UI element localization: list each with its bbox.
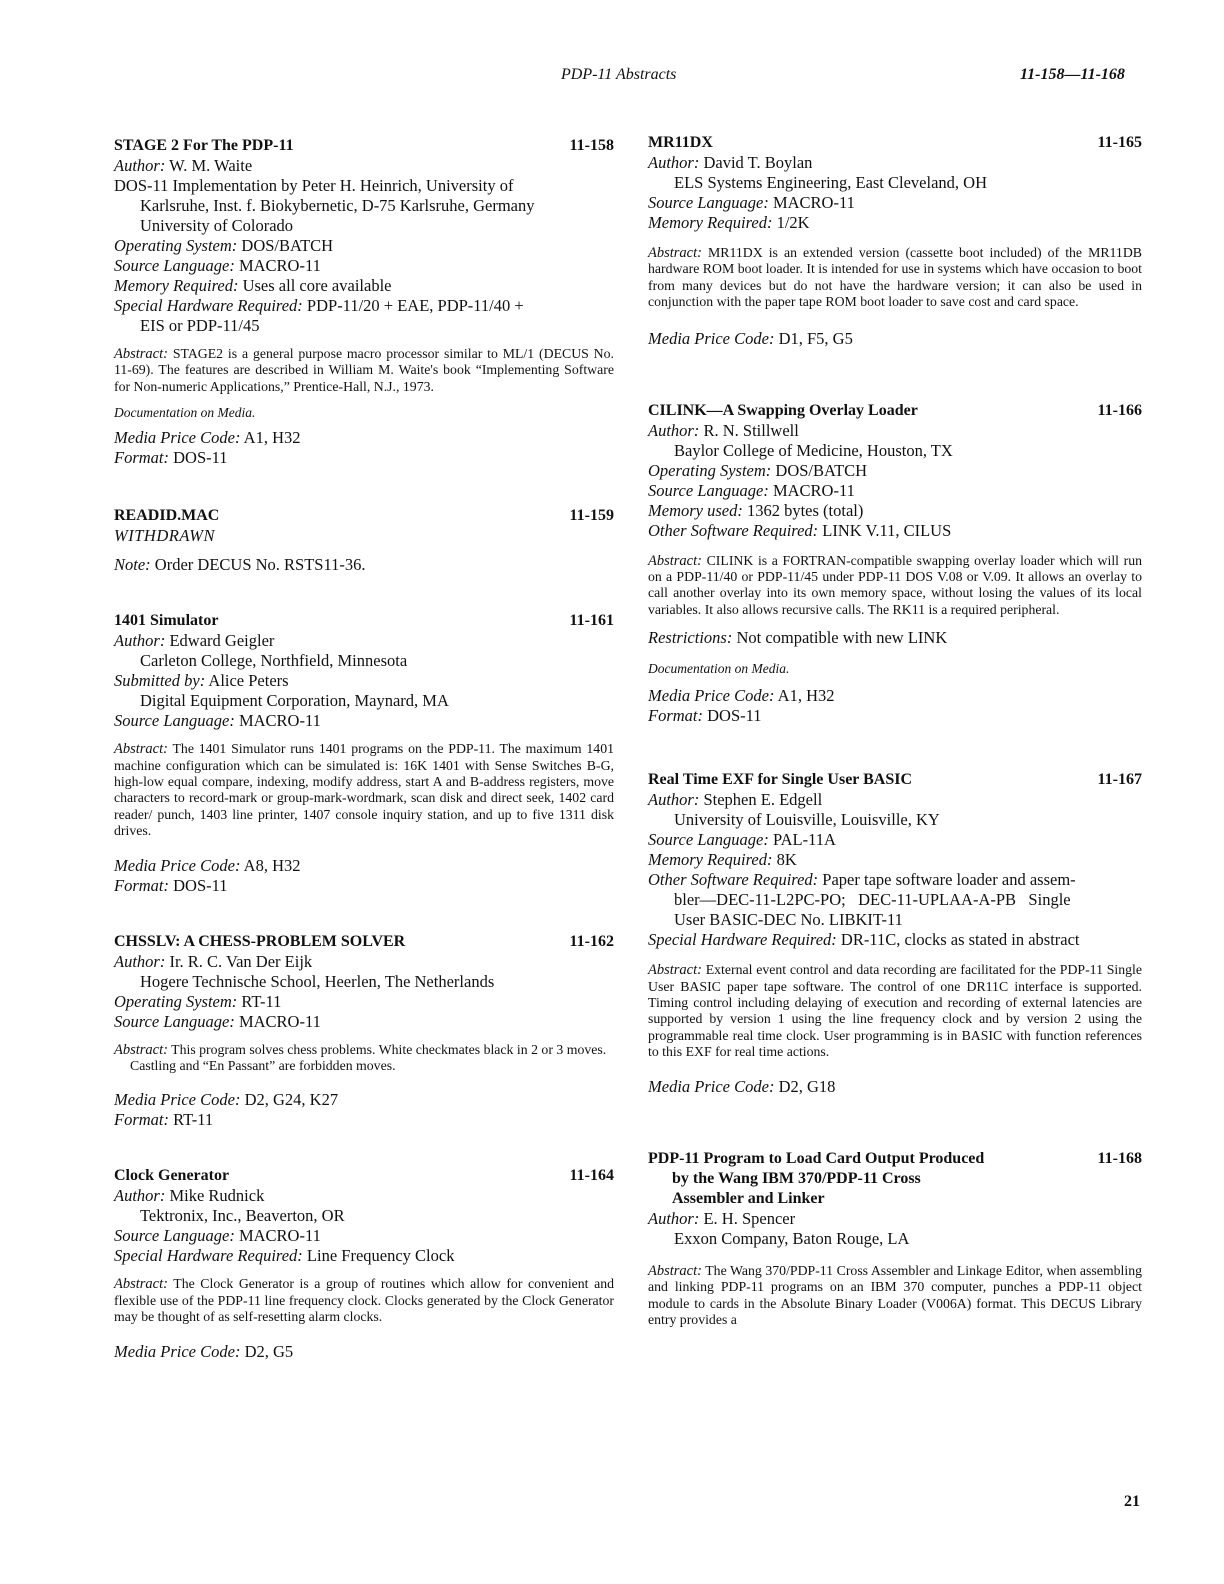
memory-value: 1/2K: [772, 213, 810, 232]
entry-title-text: MR11DX: [648, 134, 713, 151]
entry-title-text: STAGE 2 For The PDP-11: [114, 137, 294, 154]
hardware-label: Special Hardware Required:: [114, 1246, 303, 1266]
format-field: [114, 448, 614, 468]
format-label: Format:: [114, 875, 169, 895]
withdrawn-status: WITHDRAWN: [114, 526, 216, 546]
author-field: [648, 790, 1142, 810]
author-affiliation: Exxon Company, Baton Rouge, LA: [674, 1228, 910, 1248]
price-field: [648, 1077, 1142, 1097]
author-label: Author:: [648, 1208, 700, 1228]
author-affiliation: Baylor College of Medicine, Houston, TX: [674, 440, 953, 460]
price-field: [114, 1342, 614, 1362]
abstract-text: The 1401 Simulator runs 1401 programs on the PDP-11. The maximum 1401 machine configuration which can be simulated is: 16K 1401 with Sense Switches B-G, high-low equal compare, indexing, modify address, start A and B-address registers, move characters to record-mark or group-mark-wordmark, scan disk and direct seek, 1402 card reader/ punch, 1403 line printer, 1407 console inquiry station, and up to five 1311 disk drives.: [114, 741, 614, 839]
price-value: A1, H32: [240, 428, 301, 448]
entry-number: 11-168: [1097, 1149, 1142, 1167]
os-field: [114, 236, 614, 256]
entry-title: [114, 1166, 614, 1186]
hardware-field: [114, 296, 614, 316]
author-value: Edward Geigler: [165, 631, 275, 651]
entry-11-166: [648, 401, 1142, 727]
language-label: Source Language:: [114, 711, 235, 731]
author-field: [114, 1186, 614, 1206]
language-field: [114, 1012, 614, 1032]
entry-11-158: [114, 136, 614, 468]
abstract-text: MR11DX is an extended version (cassette boot included) of the MR11DB hardware ROM boot loader. It is intended for use in systems which have occasion to boot from many devices but do not have the hardware version; it can also be used in conjunction with the paper tape ROM boot loader to save cost and card space.: [648, 245, 1142, 310]
other-software-cont: bler—DEC-11-L2PC-PO; DEC-11-UPLAA-A-PB Single: [674, 890, 1071, 910]
other-software-value: LINK V.11, CILUS: [818, 520, 952, 540]
entry-number: 11-161: [569, 612, 614, 630]
entry-11-165: [648, 133, 1142, 349]
entry-title: [114, 136, 614, 156]
language-value: MACRO-11: [768, 193, 855, 212]
format-value: DOS-11: [169, 875, 228, 895]
entry-11-161: [114, 611, 614, 895]
os-field: [114, 992, 614, 1012]
memory-label: Memory Required:: [648, 213, 773, 232]
format-field: [648, 706, 1142, 726]
price-label: Media Price Code:: [114, 428, 241, 448]
other-software-field: [648, 870, 1142, 890]
language-field: [648, 193, 1142, 213]
restrictions-value: Not compatible with new LINK: [732, 628, 948, 648]
author-value: E. H. Spencer: [699, 1208, 796, 1228]
memory-field: [648, 501, 1142, 521]
note-label: Note:: [114, 555, 151, 575]
abstract-label: Abstract:: [114, 346, 168, 362]
author-value: Ir. R. C. Van Der Eijk: [165, 951, 313, 971]
price-field: [114, 1090, 614, 1110]
author-label: Author:: [114, 1186, 166, 1206]
entry-11-159: [114, 506, 614, 575]
author-value: David T. Boylan: [699, 153, 813, 172]
os-value: DOS/BATCH: [237, 236, 334, 255]
left-column: [114, 130, 614, 1362]
memory-field: [648, 213, 1142, 233]
memory-value: Uses all core available: [238, 276, 392, 295]
abstract-text: CILINK is a FORTRAN-compatible swapping overlay loader which will run on a PDP-11/40 or PDP-11/45 under PDP-11 DOS V.08 or V.09. It allows an overlay to call another overlay into its own memory space, without losing the values of its local variables. It also allows recursive calls. The RK11 is a required peripheral.: [648, 552, 1142, 617]
other-software-cont: User BASIC-DEC No. LIBKIT-11: [674, 910, 903, 930]
entry-number: 11-167: [1097, 771, 1142, 789]
implementation-line: Karlsruhe, Inst. f. Biokybernetic, D-75 Karlsruhe, Germany: [140, 196, 535, 215]
memory-value: 1362 bytes (total): [742, 500, 864, 520]
page-number: 21: [1124, 1493, 1140, 1510]
author-field: [648, 421, 1142, 441]
format-field: [114, 876, 614, 896]
abstract-label: Abstract:: [648, 245, 702, 261]
entry-number: 11-165: [1097, 134, 1142, 151]
restrictions-field: [648, 628, 1142, 648]
author-value: W. M. Waite: [165, 156, 253, 175]
entry-number: 11-166: [1097, 401, 1142, 419]
submitted-value: Alice Peters: [205, 671, 289, 691]
hardware-value: PDP-11/20 + EAE, PDP-11/40 +: [302, 296, 524, 315]
abstract: [648, 553, 1142, 619]
author-affiliation: Tektronix, Inc., Beaverton, OR: [140, 1206, 345, 1226]
author-field: [648, 153, 1142, 173]
price-label: Media Price Code:: [648, 1076, 775, 1096]
other-software-label: Other Software Required:: [648, 520, 819, 540]
author-field: [114, 952, 614, 972]
format-field: [114, 1110, 614, 1130]
page-header: [0, 62, 1224, 88]
documentation-note: Documentation on Media.: [648, 661, 790, 677]
memory-label: Memory Required:: [114, 276, 239, 295]
entry-title: [114, 506, 614, 526]
hardware-label: Special Hardware Required:: [648, 930, 837, 950]
abstract: [648, 962, 1142, 1060]
implementation-line: University of Colorado: [140, 216, 294, 235]
entry-title-text: Clock Generator: [114, 1167, 230, 1185]
hardware-value: DR-11C, clocks as stated in abstract: [836, 930, 1080, 950]
submitter-affiliation: Digital Equipment Corporation, Maynard, MA: [140, 691, 449, 711]
entry-title-cont: Assembler and Linker: [672, 1189, 825, 1207]
language-label: Source Language:: [114, 1011, 235, 1031]
os-field: [648, 461, 1142, 481]
entry-number: 11-158: [569, 137, 614, 154]
submitted-field: [114, 671, 614, 691]
hardware-label: Special Hardware Required:: [114, 296, 303, 315]
entry-title: [114, 932, 614, 952]
language-label: Source Language:: [648, 193, 769, 212]
entry-title: [648, 1149, 1142, 1169]
price-label: Media Price Code:: [114, 1090, 241, 1110]
price-label: Media Price Code:: [114, 1341, 241, 1361]
entry-11-168: [648, 1149, 1142, 1329]
abstract-text: External event control and data recording are facilitated for the PDP-11 Single User BASIC paper tape software. The control of one DR11C interface is supported. Timing control including delaying of execution and recording of external latencies are supported by version 1 using the line frequency clock and by version 2 using the programmable real time clock. User programming is in BASIC with function references to this EXF for real time actions.: [648, 962, 1142, 1060]
hardware-value: Line Frequency Clock: [302, 1246, 455, 1266]
author-field: [114, 631, 614, 651]
author-value: R. N. Stillwell: [699, 420, 799, 440]
price-field: [648, 686, 1142, 706]
os-label: Operating System:: [648, 460, 772, 480]
format-label: Format:: [114, 1110, 169, 1130]
language-field: [114, 256, 614, 276]
language-value: MACRO-11: [234, 1226, 321, 1246]
author-affiliation: Carleton College, Northfield, Minnesota: [140, 651, 408, 671]
price-field: [114, 856, 614, 876]
abstract-label: Abstract:: [114, 741, 168, 758]
entry-number: 11-159: [569, 507, 614, 525]
memory-label: Memory Required:: [648, 850, 773, 870]
abstract-label: Abstract:: [114, 1041, 168, 1058]
author-affiliation: Hogere Technische School, Heerlen, The Netherlands: [140, 971, 495, 991]
language-label: Source Language:: [648, 480, 769, 500]
memory-field: [648, 850, 1142, 870]
language-value: MACRO-11: [234, 1011, 321, 1031]
implementation-line: DOS-11 Implementation by Peter H. Heinrich, University of: [114, 176, 514, 195]
language-value: MACRO-11: [234, 256, 321, 275]
author-affiliation: University of Louisville, Louisville, KY: [674, 810, 940, 830]
price-field: [114, 428, 614, 448]
right-column: [648, 130, 1142, 1328]
abstract-text: STAGE2 is a general purpose macro processor similar to ML/1 (DECUS No. 11-69). The features are described in William M. Waite's book “Implementing Software for Non-numeric Applications,” Prentice-Hall, N.J., 1973.: [114, 346, 614, 394]
language-label: Source Language:: [114, 1226, 235, 1246]
format-value: RT-11: [169, 1110, 214, 1130]
author-label: Author:: [114, 631, 166, 651]
note-field: [114, 555, 614, 575]
author-label: Author:: [114, 951, 166, 971]
entry-11-162: [114, 932, 614, 1131]
entry-title-cont: by the Wang IBM 370/PDP-11 Cross: [672, 1169, 921, 1187]
author-affiliation: ELS Systems Engineering, East Cleveland, OH: [674, 173, 987, 192]
author-field: [648, 1209, 1142, 1229]
price-value: D1, F5, G5: [774, 328, 853, 348]
abstract-label: Abstract:: [648, 1262, 702, 1279]
abstract-text: The Clock Generator is a group of routines which allow for convenient and flexible use of the PDP-11 line frequency clock. Clocks generated by the Clock Generator may be thought of as self-resetting alarm clocks.: [114, 1276, 614, 1325]
os-value: RT-11: [237, 991, 282, 1011]
price-value: D2, G5: [240, 1341, 294, 1361]
author-value: Mike Rudnick: [165, 1186, 265, 1206]
running-header-title: PDP-11 Abstracts: [561, 66, 677, 83]
price-value: A1, H32: [774, 686, 835, 706]
price-label: Media Price Code:: [114, 855, 241, 875]
abstract: [648, 1263, 1142, 1329]
abstract: [648, 245, 1142, 311]
hardware-value-cont: EIS or PDP-11/45: [140, 316, 260, 335]
entry-number: 11-162: [569, 932, 614, 950]
language-field: [114, 1226, 614, 1246]
entry-title-text: CHSSLV: A CHESS-PROBLEM SOLVER: [114, 932, 406, 950]
documentation-note: Documentation on Media.: [114, 405, 256, 421]
language-field: [648, 830, 1142, 850]
os-label: Operating System:: [114, 991, 238, 1011]
entry-title: [648, 770, 1142, 790]
entry-11-167: [648, 770, 1142, 1096]
other-software-value: Paper tape software loader and assem-: [818, 870, 1076, 890]
price-value: D2, G24, K27: [240, 1090, 339, 1110]
entry-title-text: CILINK—A Swapping Overlay Loader: [648, 401, 918, 419]
abstract: [114, 1042, 614, 1058]
entry-number: 11-164: [569, 1167, 614, 1185]
format-label: Format:: [648, 706, 703, 726]
language-label: Source Language:: [648, 830, 769, 850]
format-value: DOS-11: [169, 448, 228, 468]
entry-title: [648, 401, 1142, 421]
price-label: Media Price Code:: [648, 686, 775, 706]
hardware-field: [648, 930, 1142, 950]
restrictions-label: Restrictions:: [648, 628, 733, 648]
author-label: Author:: [114, 156, 166, 175]
format-label: Format:: [114, 448, 169, 468]
os-label: Operating System:: [114, 236, 238, 255]
other-software-label: Other Software Required:: [648, 870, 819, 890]
hardware-field: [114, 1246, 614, 1266]
language-field: [114, 711, 614, 731]
price-field: [648, 329, 1142, 349]
entry-title: [114, 611, 614, 631]
abstract-text: The Wang 370/PDP-11 Cross Assembler and Linkage Editor, when assembling and linking PDP-11 programs on an IBM 370 computer, punches a PDP-11 object module to cards in the Absolute Binary Loader (V006A) format. This DECUS Library entry provides a: [648, 1262, 1142, 1327]
entry-title-text: READID.MAC: [114, 507, 220, 525]
memory-field: [114, 276, 614, 296]
author-label: Author:: [648, 153, 700, 172]
price-value: D2, G18: [774, 1076, 836, 1096]
entry-title-text: Real Time EXF for Single User BASIC: [648, 771, 913, 789]
author-value: Stephen E. Edgell: [699, 790, 823, 810]
language-value: MACRO-11: [234, 711, 321, 731]
abstract: [114, 346, 614, 395]
abstract: [114, 741, 614, 839]
submitted-label: Submitted by:: [114, 671, 206, 691]
abstract: [114, 1276, 614, 1325]
abstract-label: Abstract:: [648, 962, 702, 979]
abstract-continuation: Castling and “En Passant” are forbidden moves.: [130, 1058, 396, 1074]
language-value: PAL-11A: [768, 830, 836, 850]
author-label: Author:: [648, 420, 700, 440]
language-label: Source Language:: [114, 256, 235, 275]
entry-11-164: [114, 1166, 614, 1361]
abstract-text: This program solves chess problems. White checkmates black in 2 or 3 moves.: [167, 1041, 607, 1057]
author-field: [114, 156, 614, 176]
author-label: Author:: [648, 790, 700, 810]
price-label: Media Price Code:: [648, 328, 775, 348]
abstract-label: Abstract:: [648, 552, 702, 569]
os-value: DOS/BATCH: [771, 460, 868, 480]
entry-title-text: 1401 Simulator: [114, 612, 219, 630]
format-value: DOS-11: [703, 706, 762, 726]
running-header-range: 11-158—11-168: [1020, 66, 1125, 83]
entry-title-text: PDP-11 Program to Load Card Output Produced: [648, 1149, 985, 1167]
language-value: MACRO-11: [768, 480, 855, 500]
memory-value: 8K: [772, 850, 797, 870]
memory-label: Memory used:: [648, 500, 743, 520]
other-software-field: [648, 521, 1142, 541]
price-value: A8, H32: [240, 855, 301, 875]
entry-title: [648, 133, 1142, 153]
abstract-label: Abstract:: [114, 1276, 168, 1293]
language-field: [648, 481, 1142, 501]
note-value: Order DECUS No. RSTS11-36.: [150, 555, 366, 575]
